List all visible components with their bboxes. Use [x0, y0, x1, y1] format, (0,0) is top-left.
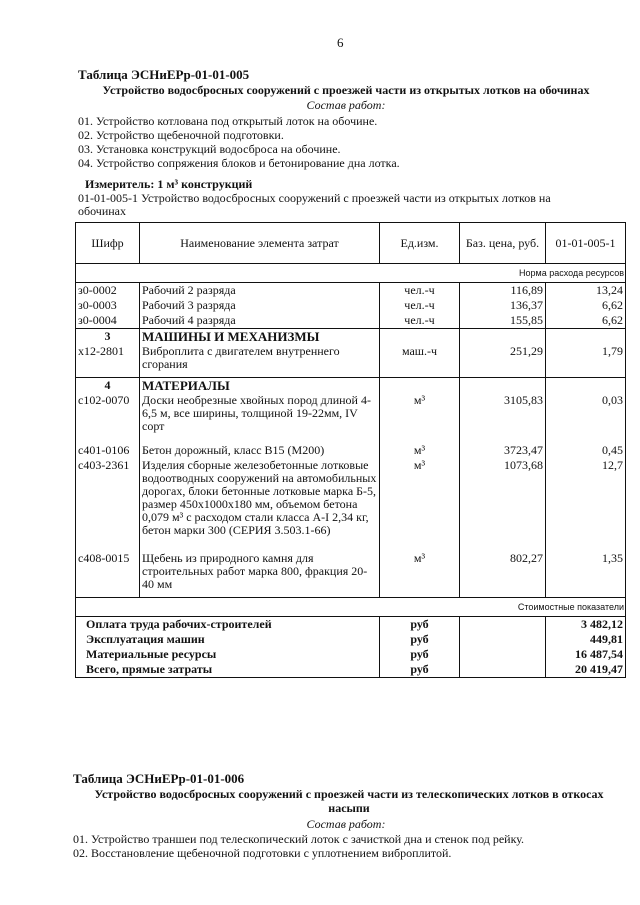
cost-note-row [76, 598, 626, 617]
row-code: с408-0015 [76, 551, 140, 598]
total-unit: руб [380, 662, 460, 678]
row-name: Рабочий 2 разряда [140, 283, 380, 299]
table-row [76, 344, 626, 378]
row-code: з0-0003 [76, 298, 140, 313]
row-value: 12,7 [546, 458, 626, 551]
total-unit: руб [380, 617, 460, 633]
total-row [76, 617, 626, 633]
total-row [76, 632, 626, 647]
row-price: 155,85 [460, 313, 546, 329]
total-unit: руб [380, 632, 460, 647]
table-row [76, 443, 626, 458]
row-unit: маш.-ч [380, 344, 460, 378]
header-norm: 01-01-005-1 [546, 223, 626, 264]
row-value: 6,62 [546, 313, 626, 329]
row-unit: м³ [380, 443, 460, 458]
row-unit: чел.-ч [380, 313, 460, 329]
row-code: х12-2801 [76, 344, 140, 378]
row-code: с102-0070 [76, 393, 140, 443]
operation-item: 04. Устройство сопряжения блоков и бетонирование дна лотка. [78, 156, 400, 170]
materials-section-row [76, 378, 626, 394]
row-unit: м³ [380, 393, 460, 443]
total-value: 3 482,12 [546, 617, 626, 633]
norm-note-row [76, 264, 626, 283]
row-price: 802,27 [460, 551, 546, 598]
total-value: 449,81 [546, 632, 626, 647]
row-name: Рабочий 4 разряда [140, 313, 380, 329]
row-code: з0-0002 [76, 283, 140, 299]
row-value: 13,24 [546, 283, 626, 299]
table-row [76, 393, 626, 443]
row-code: з0-0004 [76, 313, 140, 329]
section-title: МАШИНЫ И МЕХАНИЗМЫ [140, 329, 380, 345]
section-number: 4 [76, 378, 140, 394]
row-name: Рабочий 3 разряда [140, 298, 380, 313]
total-name: Эксплуатация машин [76, 632, 380, 647]
table-row [76, 551, 626, 598]
table1-operations [78, 114, 400, 170]
total-name: Всего, прямые затраты [76, 662, 380, 678]
resource-table [75, 222, 626, 678]
row-name: Щебень из природного камня для строительных работ марка 800, фракция 20-40 мм [140, 551, 380, 598]
row-price: 1073,68 [460, 458, 546, 551]
row-price: 136,37 [460, 298, 546, 313]
total-row [76, 662, 626, 678]
row-value: 1,79 [546, 344, 626, 378]
row-price: 3723,47 [460, 443, 546, 458]
total-name: Материальные ресурсы [76, 647, 380, 662]
machines-section-row [76, 329, 626, 345]
header-unit: Ед.изм. [380, 223, 460, 264]
table-row [76, 298, 626, 313]
row-unit: чел.-ч [380, 298, 460, 313]
total-value: 20 419,47 [546, 662, 626, 678]
table-header-row [76, 223, 626, 264]
total-row [76, 647, 626, 662]
operation-item: 02. Устройство щебеночной подготовки. [78, 128, 284, 142]
operation-item: 01. Устройство котлована под открытый лоток на обочине. [78, 114, 378, 128]
row-value: 6,62 [546, 298, 626, 313]
page-number: 6 [337, 35, 344, 50]
row-value: 0,45 [546, 443, 626, 458]
row-unit: м³ [380, 551, 460, 598]
row-name: Доски необрезные хвойных пород длиной 4-6,5 м, все ширины, толщиной 19-22мм, IV сорт [140, 393, 380, 443]
section-title: МАТЕРИАЛЫ [140, 378, 380, 394]
row-price: 3105,83 [460, 393, 546, 443]
row-code: с401-0106 [76, 443, 140, 458]
table-row [76, 458, 626, 551]
table1-title: Таблица ЭСНиЕРр-01-01-005 [78, 67, 250, 82]
row-unit: чел.-ч [380, 283, 460, 299]
table2-subtitle: Устройство водосбросных сооружений с проезжей части из телескопических лотков в откосах насыпи [94, 787, 604, 815]
table2-title: Таблица ЭСНиЕРр-01-01-006 [73, 771, 245, 786]
cost-note: Стоимостные показатели [76, 598, 626, 617]
row-value: 1,35 [546, 551, 626, 598]
table-row [76, 283, 626, 299]
norm-note: Норма расхода ресурсов [76, 264, 626, 283]
table1-composition-label: Состав работ: [306, 98, 386, 112]
table1-subtitle: Устройство водосбросных сооружений с проезжей части из открытых лотков на обочинах [102, 83, 590, 97]
row-value: 0,03 [546, 393, 626, 443]
total-unit: руб [380, 647, 460, 662]
table2-composition-label: Состав работ: [306, 817, 386, 831]
total-value: 16 487,54 [546, 647, 626, 662]
header-price: Баз. цена, руб. [460, 223, 546, 264]
table1-meter: Измеритель: 1 м³ конструкций [85, 177, 253, 191]
row-code: с403-2361 [76, 458, 140, 551]
table-row [76, 313, 626, 329]
table1-code-description: 01-01-005-1 Устройство водосбросных сооружений с проезжей части из открытых лотков на обочинах [78, 191, 551, 218]
row-price: 116,89 [460, 283, 546, 299]
section-number: 3 [76, 329, 140, 345]
header-code: Шифр [76, 223, 140, 264]
header-name: Наименование элемента затрат [140, 223, 380, 264]
operation-item: 03. Установка конструкций водосброса на обочине. [78, 142, 341, 156]
row-name: Бетон дорожный, класс В15 (М200) [140, 443, 380, 458]
row-price: 251,29 [460, 344, 546, 378]
row-name: Виброплита с двигателем внутреннего сгорания [140, 344, 380, 378]
operation-item: 01. Устройство траншеи под телескопический лоток с зачисткой дна и стенок под рейку. [73, 832, 525, 846]
row-name: Изделия сборные железобетонные лотковые водоотводных сооружений на автомобильных дорогах, блоки бетонные лотковые марка Б-5, размер 450х1000х180 мм, объемом бетона 0,079 м³ с расходом стали класса А-I 2,34 кг, бетон марки 300 (СЕРИЯ 3.503.1-66) [140, 458, 380, 551]
row-unit: м³ [380, 458, 460, 551]
operation-item: 02. Восстановление щебеночной подготовки с уплотнением виброплитой. [73, 846, 452, 860]
table2-operations [73, 832, 524, 860]
total-name: Оплата труда рабочих-строителей [76, 617, 380, 633]
